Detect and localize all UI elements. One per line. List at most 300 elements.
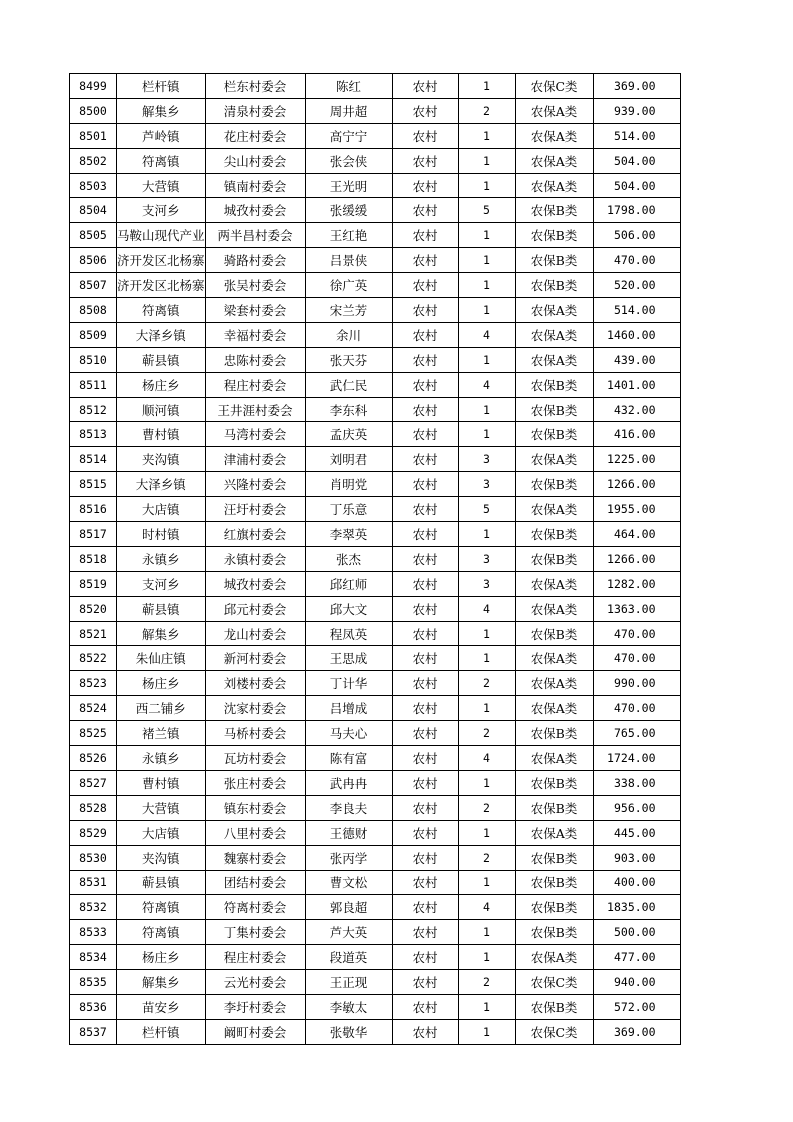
category-cell: 农保A类: [515, 596, 593, 621]
row-id: 8523: [70, 671, 117, 696]
category-cell: 农保A类: [515, 945, 593, 970]
village-cell: 团结村委会: [205, 870, 305, 895]
area-type-cell: 农村: [392, 646, 458, 671]
amount-cell: 956.00: [593, 795, 680, 820]
count-cell: 3: [458, 571, 515, 596]
row-id: 8508: [70, 298, 117, 323]
category-cell: 农保B类: [515, 770, 593, 795]
row-id: 8516: [70, 497, 117, 522]
town-cell: 朱仙庄镇: [117, 646, 206, 671]
category-cell: 农保B类: [515, 870, 593, 895]
category-cell: 农保B类: [515, 795, 593, 820]
row-id: 8502: [70, 148, 117, 173]
village-cell: 瓦坊村委会: [205, 746, 305, 771]
amount-cell: 520.00: [593, 273, 680, 298]
area-type-cell: 农村: [392, 223, 458, 248]
table-row: [70, 945, 681, 970]
category-cell: 农保A类: [515, 298, 593, 323]
count-cell: 1: [458, 870, 515, 895]
name-cell: 李良夫: [305, 795, 392, 820]
table-row: [70, 621, 681, 646]
town-cell: 栏杆镇: [117, 74, 206, 99]
row-id: 8499: [70, 74, 117, 99]
village-cell: 清泉村委会: [205, 98, 305, 123]
village-cell: 镇东村委会: [205, 795, 305, 820]
row-id: 8500: [70, 98, 117, 123]
table-row: [70, 198, 681, 223]
village-cell: 马湾村委会: [205, 422, 305, 447]
amount-cell: 338.00: [593, 770, 680, 795]
village-cell: 新河村委会: [205, 646, 305, 671]
amount-cell: 464.00: [593, 522, 680, 547]
table-body: [70, 74, 681, 1045]
town-cell: 西二铺乡: [117, 696, 206, 721]
name-cell: 邱大文: [305, 596, 392, 621]
name-cell: 李敏太: [305, 994, 392, 1019]
category-cell: 农保B类: [515, 920, 593, 945]
area-type-cell: 农村: [392, 522, 458, 547]
row-id: 8529: [70, 820, 117, 845]
table-row: [70, 298, 681, 323]
village-cell: 栏东村委会: [205, 74, 305, 99]
amount-cell: 1798.00: [593, 198, 680, 223]
category-cell: 农保B类: [515, 994, 593, 1019]
area-type-cell: 农村: [392, 372, 458, 397]
area-type-cell: 农村: [392, 895, 458, 920]
amount-cell: 765.00: [593, 721, 680, 746]
row-id: 8526: [70, 746, 117, 771]
town-cell: 永镇乡: [117, 746, 206, 771]
count-cell: 3: [458, 546, 515, 571]
count-cell: 1: [458, 621, 515, 646]
amount-cell: 445.00: [593, 820, 680, 845]
village-cell: 王井涯村委会: [205, 397, 305, 422]
table-row: [70, 895, 681, 920]
category-cell: 农保B类: [515, 372, 593, 397]
count-cell: 1: [458, 646, 515, 671]
row-id: 8525: [70, 721, 117, 746]
amount-cell: 504.00: [593, 148, 680, 173]
village-cell: 忠陈村委会: [205, 347, 305, 372]
count-cell: 1: [458, 397, 515, 422]
count-cell: 4: [458, 596, 515, 621]
name-cell: 徐广英: [305, 273, 392, 298]
count-cell: 1: [458, 74, 515, 99]
name-cell: 孟庆英: [305, 422, 392, 447]
name-cell: 芦大英: [305, 920, 392, 945]
category-cell: 农保B类: [515, 273, 593, 298]
count-cell: 4: [458, 895, 515, 920]
count-cell: 2: [458, 671, 515, 696]
count-cell: 1: [458, 770, 515, 795]
count-cell: 2: [458, 970, 515, 995]
table-row: [70, 422, 681, 447]
category-cell: 农保B类: [515, 472, 593, 497]
row-id: 8533: [70, 920, 117, 945]
area-type-cell: 农村: [392, 148, 458, 173]
town-cell: 支河乡: [117, 571, 206, 596]
village-cell: 骑路村委会: [205, 248, 305, 273]
table-row: [70, 596, 681, 621]
category-cell: 农保A类: [515, 646, 593, 671]
category-cell: 农保B类: [515, 397, 593, 422]
village-cell: 尖山村委会: [205, 148, 305, 173]
count-cell: 5: [458, 497, 515, 522]
name-cell: 丁计华: [305, 671, 392, 696]
count-cell: 4: [458, 746, 515, 771]
town-cell: 符离镇: [117, 920, 206, 945]
village-cell: 城孜村委会: [205, 571, 305, 596]
table-row: [70, 845, 681, 870]
category-cell: 农保C类: [515, 970, 593, 995]
count-cell: 3: [458, 472, 515, 497]
name-cell: 武冉冉: [305, 770, 392, 795]
category-cell: 农保B类: [515, 621, 593, 646]
town-cell: 解集乡: [117, 970, 206, 995]
row-id: 8524: [70, 696, 117, 721]
name-cell: 张丙学: [305, 845, 392, 870]
village-cell: 龙山村委会: [205, 621, 305, 646]
table-row: [70, 870, 681, 895]
area-type-cell: 农村: [392, 447, 458, 472]
category-cell: 农保A类: [515, 347, 593, 372]
row-id: 8520: [70, 596, 117, 621]
count-cell: 1: [458, 522, 515, 547]
area-type-cell: 农村: [392, 770, 458, 795]
row-id: 8514: [70, 447, 117, 472]
amount-cell: 1401.00: [593, 372, 680, 397]
amount-cell: 416.00: [593, 422, 680, 447]
count-cell: 4: [458, 322, 515, 347]
town-cell: 曹村镇: [117, 770, 206, 795]
count-cell: 1: [458, 696, 515, 721]
area-type-cell: 农村: [392, 422, 458, 447]
table-row: [70, 173, 681, 198]
amount-cell: 1282.00: [593, 571, 680, 596]
table-row: [70, 970, 681, 995]
name-cell: 周井超: [305, 98, 392, 123]
area-type-cell: 农村: [392, 621, 458, 646]
row-id: 8504: [70, 198, 117, 223]
town-cell: 时村镇: [117, 522, 206, 547]
row-id: 8509: [70, 322, 117, 347]
area-type-cell: 农村: [392, 248, 458, 273]
row-id: 8535: [70, 970, 117, 995]
area-type-cell: 农村: [392, 795, 458, 820]
count-cell: 1: [458, 248, 515, 273]
town-cell: 大泽乡镇: [117, 322, 206, 347]
amount-cell: 439.00: [593, 347, 680, 372]
row-id: 8530: [70, 845, 117, 870]
name-cell: 张天芬: [305, 347, 392, 372]
area-type-cell: 农村: [392, 671, 458, 696]
name-cell: 邱红师: [305, 571, 392, 596]
village-cell: 程庄村委会: [205, 945, 305, 970]
area-type-cell: 农村: [392, 322, 458, 347]
amount-cell: 504.00: [593, 173, 680, 198]
table-row: [70, 98, 681, 123]
row-id: 8527: [70, 770, 117, 795]
table-row: [70, 248, 681, 273]
row-id: 8512: [70, 397, 117, 422]
area-type-cell: 农村: [392, 298, 458, 323]
table-row: [70, 74, 681, 99]
village-cell: 津浦村委会: [205, 447, 305, 472]
village-cell: 红旗村委会: [205, 522, 305, 547]
category-cell: 农保A类: [515, 447, 593, 472]
category-cell: 农保B类: [515, 198, 593, 223]
table-row: [70, 123, 681, 148]
table-row: [70, 646, 681, 671]
count-cell: 2: [458, 98, 515, 123]
area-type-cell: 农村: [392, 721, 458, 746]
amount-cell: 514.00: [593, 123, 680, 148]
town-cell: 栏杆镇: [117, 1019, 206, 1044]
table-row: [70, 721, 681, 746]
amount-cell: 1363.00: [593, 596, 680, 621]
amount-cell: 1266.00: [593, 472, 680, 497]
table-row: [70, 223, 681, 248]
name-cell: 吕景侠: [305, 248, 392, 273]
row-id: 8507: [70, 273, 117, 298]
amount-cell: 1724.00: [593, 746, 680, 771]
area-type-cell: 农村: [392, 1019, 458, 1044]
category-cell: 农保A类: [515, 671, 593, 696]
count-cell: 1: [458, 123, 515, 148]
count-cell: 5: [458, 198, 515, 223]
area-type-cell: 农村: [392, 696, 458, 721]
amount-cell: 940.00: [593, 970, 680, 995]
row-id: 8522: [70, 646, 117, 671]
town-cell: 符离镇: [117, 298, 206, 323]
table-row: [70, 546, 681, 571]
table-row: [70, 795, 681, 820]
town-cell: 杨庄乡: [117, 945, 206, 970]
amount-cell: 1955.00: [593, 497, 680, 522]
category-cell: 农保B类: [515, 522, 593, 547]
name-cell: 王红艳: [305, 223, 392, 248]
village-cell: 梁套村委会: [205, 298, 305, 323]
category-cell: 农保A类: [515, 98, 593, 123]
category-cell: 农保C类: [515, 74, 593, 99]
table-row: [70, 1019, 681, 1044]
table-row: [70, 347, 681, 372]
town-cell: 顺河镇: [117, 397, 206, 422]
town-cell: 杨庄乡: [117, 372, 206, 397]
row-id: 8503: [70, 173, 117, 198]
amount-cell: 1266.00: [593, 546, 680, 571]
area-type-cell: 农村: [392, 970, 458, 995]
table-row: [70, 273, 681, 298]
village-cell: 两半昌村委会: [205, 223, 305, 248]
area-type-cell: 农村: [392, 74, 458, 99]
area-type-cell: 农村: [392, 397, 458, 422]
row-id: 8506: [70, 248, 117, 273]
name-cell: 丁乐意: [305, 497, 392, 522]
name-cell: 张会侠: [305, 148, 392, 173]
village-cell: 花庄村委会: [205, 123, 305, 148]
name-cell: 武仁民: [305, 372, 392, 397]
name-cell: 吕增成: [305, 696, 392, 721]
count-cell: 1: [458, 273, 515, 298]
name-cell: 王思成: [305, 646, 392, 671]
name-cell: 王德财: [305, 820, 392, 845]
town-cell: 芦岭镇: [117, 123, 206, 148]
name-cell: 曹文松: [305, 870, 392, 895]
amount-cell: 369.00: [593, 74, 680, 99]
town-cell: 苗安乡: [117, 994, 206, 1019]
town-cell: 大泽乡镇: [117, 472, 206, 497]
name-cell: 张杰: [305, 546, 392, 571]
town-cell: 支河乡: [117, 198, 206, 223]
amount-cell: 990.00: [593, 671, 680, 696]
area-type-cell: 农村: [392, 845, 458, 870]
town-cell: 杨庄乡: [117, 671, 206, 696]
category-cell: 农保B类: [515, 845, 593, 870]
village-cell: 张吴村委会: [205, 273, 305, 298]
amount-cell: 470.00: [593, 621, 680, 646]
name-cell: 王正现: [305, 970, 392, 995]
count-cell: 1: [458, 148, 515, 173]
count-cell: 2: [458, 721, 515, 746]
village-cell: 沈家村委会: [205, 696, 305, 721]
table-row: [70, 671, 681, 696]
area-type-cell: 农村: [392, 945, 458, 970]
area-type-cell: 农村: [392, 497, 458, 522]
town-cell: 蕲县镇: [117, 870, 206, 895]
amount-cell: 939.00: [593, 98, 680, 123]
count-cell: 1: [458, 994, 515, 1019]
table-row: [70, 148, 681, 173]
category-cell: 农保A类: [515, 322, 593, 347]
count-cell: 1: [458, 173, 515, 198]
town-cell: 夹沟镇: [117, 447, 206, 472]
category-cell: 农保A类: [515, 746, 593, 771]
village-cell: 兴隆村委会: [205, 472, 305, 497]
table-row: [70, 447, 681, 472]
area-type-cell: 农村: [392, 173, 458, 198]
area-type-cell: 农村: [392, 746, 458, 771]
table-row: [70, 770, 681, 795]
village-cell: 云光村委会: [205, 970, 305, 995]
village-cell: 张庄村委会: [205, 770, 305, 795]
count-cell: 1: [458, 223, 515, 248]
town-cell: 解集乡: [117, 98, 206, 123]
area-type-cell: 农村: [392, 994, 458, 1019]
name-cell: 高宁宁: [305, 123, 392, 148]
table-row: [70, 746, 681, 771]
row-id: 8518: [70, 546, 117, 571]
amount-cell: 1835.00: [593, 895, 680, 920]
row-id: 8534: [70, 945, 117, 970]
category-cell: 农保B类: [515, 248, 593, 273]
village-cell: 李圩村委会: [205, 994, 305, 1019]
area-type-cell: 农村: [392, 123, 458, 148]
row-id: 8521: [70, 621, 117, 646]
town-cell: 济开发区北杨寨: [117, 248, 206, 273]
town-cell: 大营镇: [117, 795, 206, 820]
village-cell: 八里村委会: [205, 820, 305, 845]
row-id: 8515: [70, 472, 117, 497]
name-cell: 程凤英: [305, 621, 392, 646]
area-type-cell: 农村: [392, 347, 458, 372]
town-cell: 褚兰镇: [117, 721, 206, 746]
town-cell: 蕲县镇: [117, 596, 206, 621]
amount-cell: 500.00: [593, 920, 680, 945]
name-cell: 余川: [305, 322, 392, 347]
row-id: 8517: [70, 522, 117, 547]
amount-cell: 432.00: [593, 397, 680, 422]
name-cell: 郭良超: [305, 895, 392, 920]
category-cell: 农保B类: [515, 721, 593, 746]
amount-cell: 572.00: [593, 994, 680, 1019]
table-row: [70, 920, 681, 945]
village-cell: 魏寨村委会: [205, 845, 305, 870]
row-id: 8536: [70, 994, 117, 1019]
name-cell: 陈红: [305, 74, 392, 99]
table-row: [70, 696, 681, 721]
name-cell: 段道英: [305, 945, 392, 970]
category-cell: 农保A类: [515, 148, 593, 173]
table-row: [70, 994, 681, 1019]
category-cell: 农保A类: [515, 820, 593, 845]
area-type-cell: 农村: [392, 820, 458, 845]
category-cell: 农保A类: [515, 173, 593, 198]
category-cell: 农保B类: [515, 546, 593, 571]
table-row: [70, 397, 681, 422]
town-cell: 解集乡: [117, 621, 206, 646]
data-table: [69, 73, 681, 1045]
row-id: 8513: [70, 422, 117, 447]
row-id: 8501: [70, 123, 117, 148]
amount-cell: 506.00: [593, 223, 680, 248]
amount-cell: 470.00: [593, 646, 680, 671]
name-cell: 李翠英: [305, 522, 392, 547]
name-cell: 宋兰芳: [305, 298, 392, 323]
count-cell: 1: [458, 347, 515, 372]
category-cell: 农保A类: [515, 497, 593, 522]
area-type-cell: 农村: [392, 546, 458, 571]
category-cell: 农保B类: [515, 895, 593, 920]
row-id: 8519: [70, 571, 117, 596]
village-cell: 汪圩村委会: [205, 497, 305, 522]
town-cell: 符离镇: [117, 148, 206, 173]
town-cell: 大营镇: [117, 173, 206, 198]
row-id: 8531: [70, 870, 117, 895]
count-cell: 4: [458, 372, 515, 397]
amount-cell: 470.00: [593, 696, 680, 721]
town-cell: 符离镇: [117, 895, 206, 920]
amount-cell: 477.00: [593, 945, 680, 970]
amount-cell: 514.00: [593, 298, 680, 323]
village-cell: 幸福村委会: [205, 322, 305, 347]
count-cell: 1: [458, 298, 515, 323]
count-cell: 1: [458, 1019, 515, 1044]
area-type-cell: 农村: [392, 571, 458, 596]
village-cell: 镇南村委会: [205, 173, 305, 198]
count-cell: 1: [458, 920, 515, 945]
row-id: 8511: [70, 372, 117, 397]
category-cell: 农保B类: [515, 223, 593, 248]
table-row: [70, 571, 681, 596]
count-cell: 2: [458, 795, 515, 820]
name-cell: 肖明党: [305, 472, 392, 497]
name-cell: 张敬华: [305, 1019, 392, 1044]
village-cell: 永镇村委会: [205, 546, 305, 571]
count-cell: 2: [458, 845, 515, 870]
amount-cell: 470.00: [593, 248, 680, 273]
area-type-cell: 农村: [392, 870, 458, 895]
